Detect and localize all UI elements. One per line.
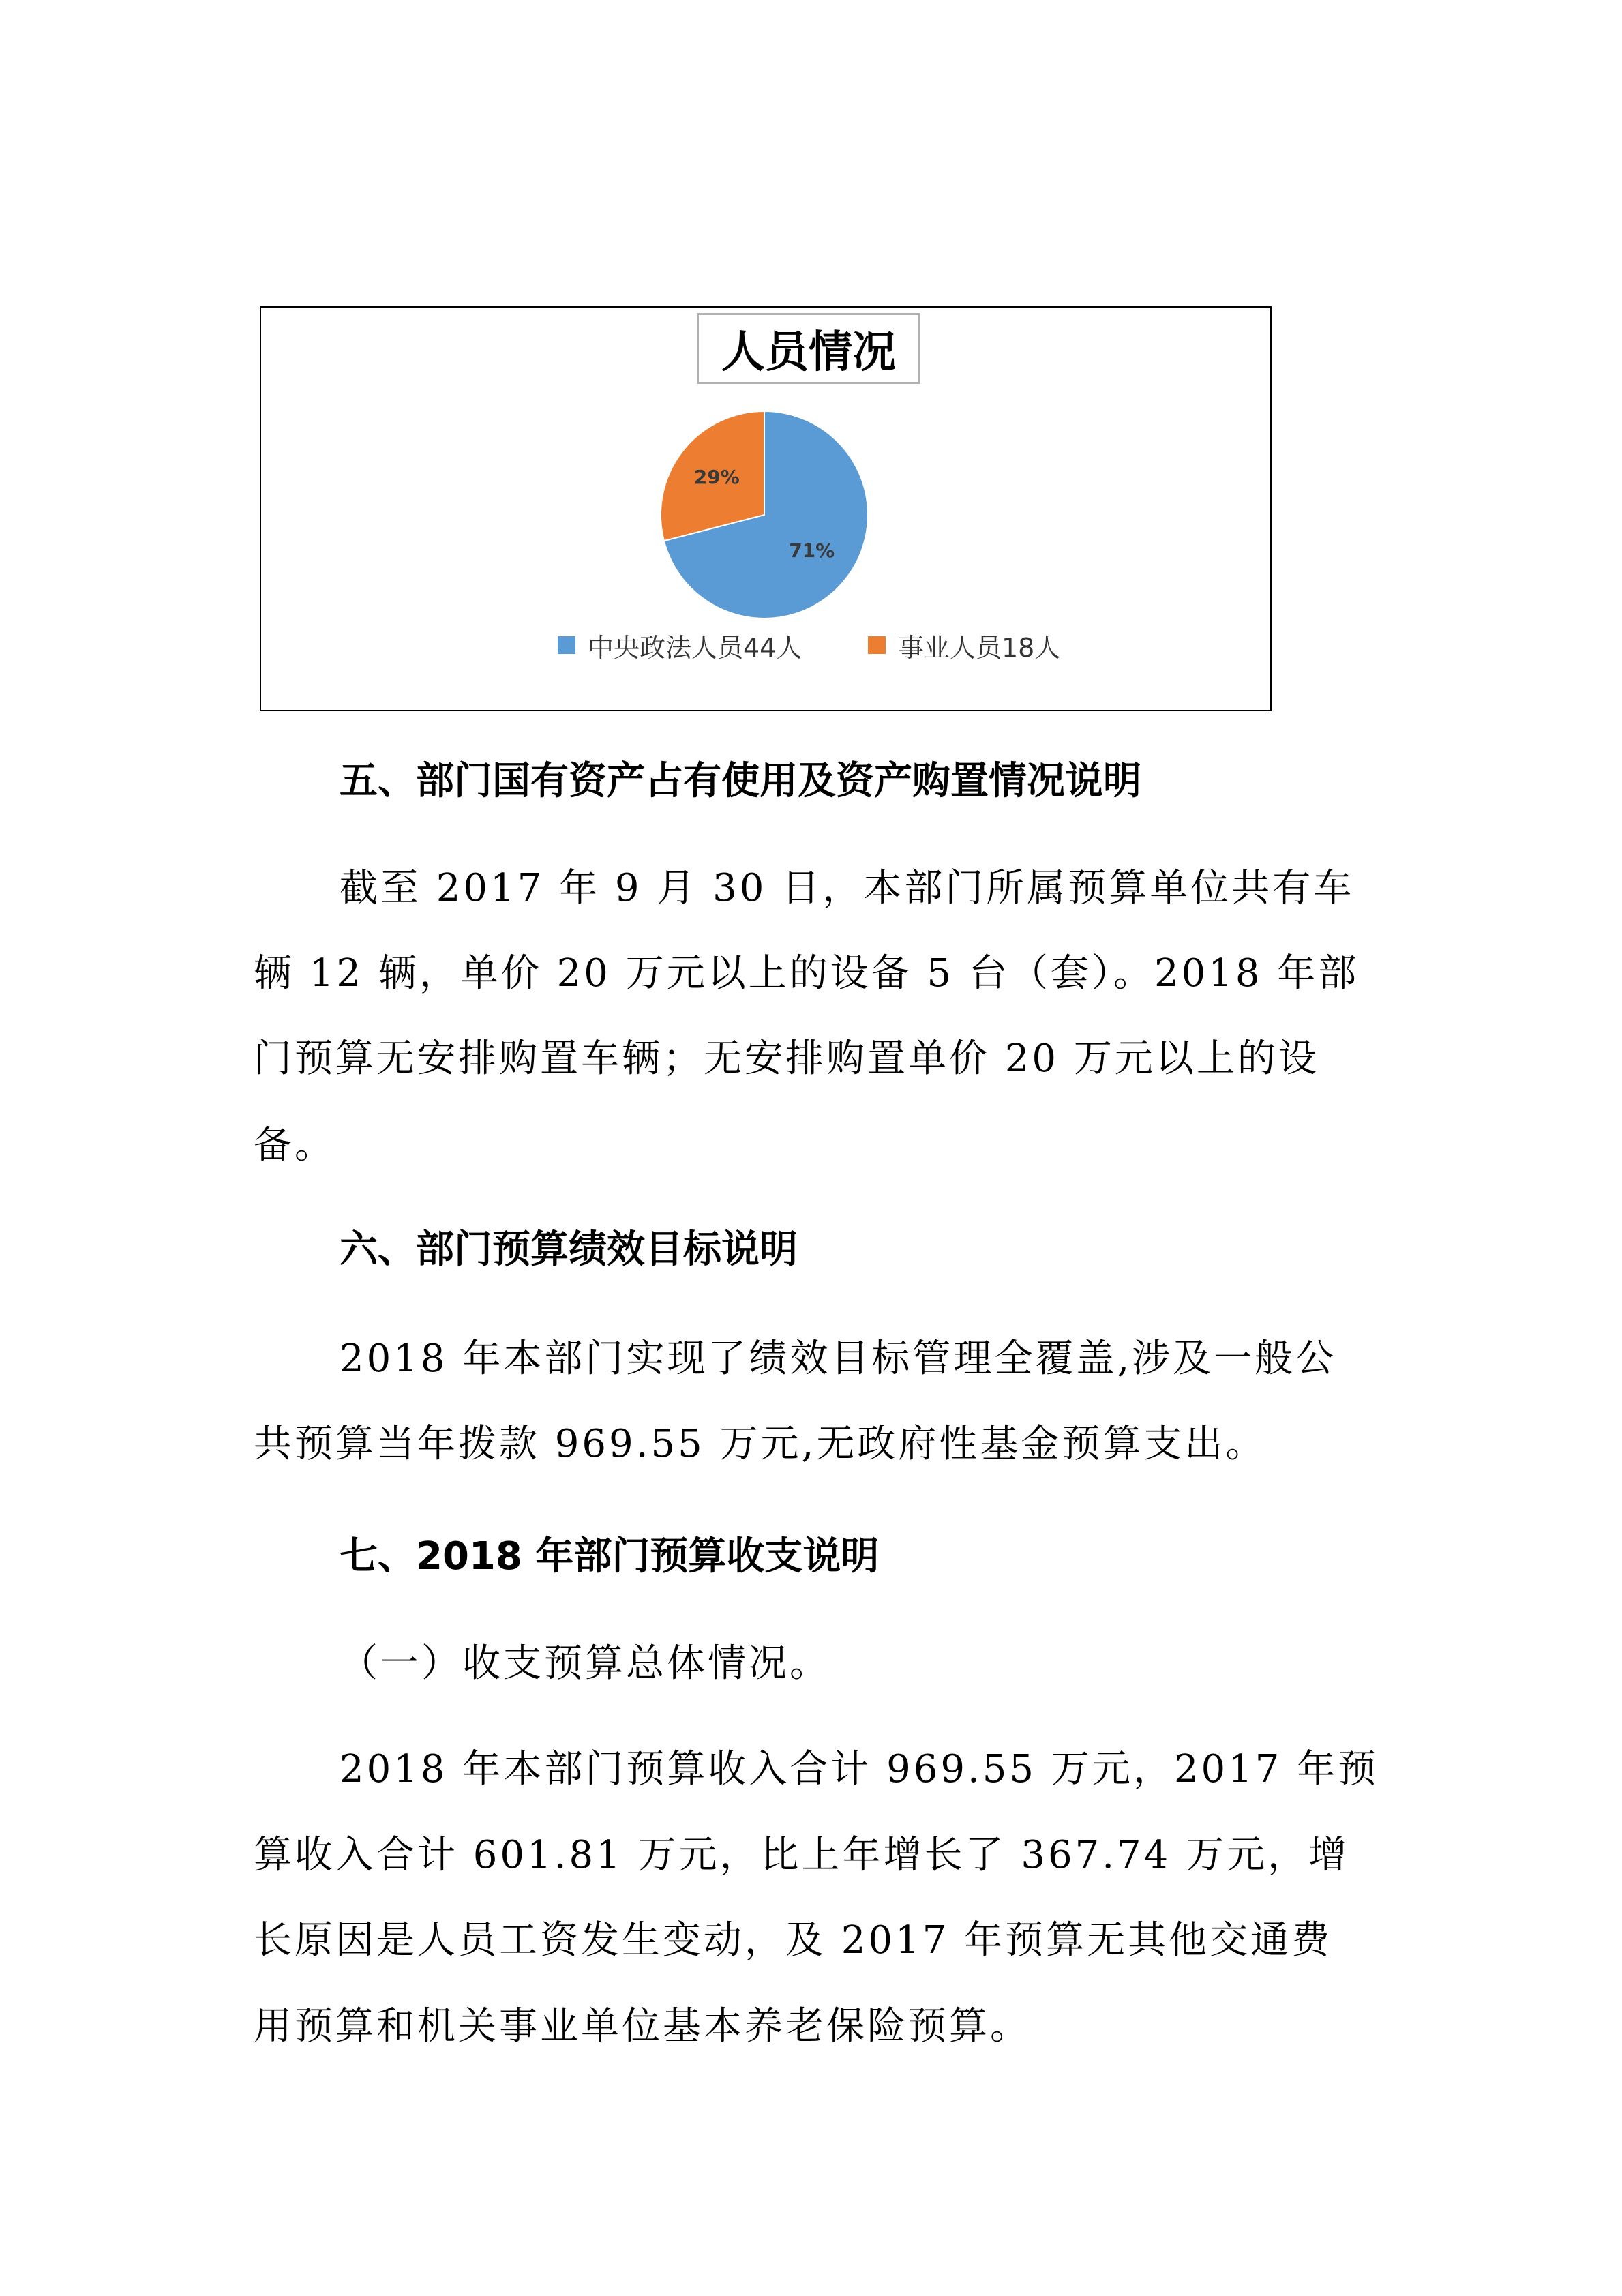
legend-item-institution [868,628,1060,662]
pie-data-label-0: 71% [789,539,835,562]
section5-heading: 五、部门国有资产占有使用及资产购置情况说明 [340,759,1141,803]
section7-line: 算收入合计 601.81 万元，比上年增长了 367.74 万元，增 [254,1833,1350,1877]
section6-line: 共预算当年拨款 969.55 万元,无政府性基金预算支出。 [254,1422,1267,1466]
pie-data-label-1: 29% [693,466,740,489]
legend-swatch-institution [868,636,886,654]
section6-line: 2018 年本部门实现了绩效目标管理全覆盖,涉及一般公 [340,1337,1337,1381]
section7-line: 长原因是人员工资发生变动，及 2017 年预算无其他交通费 [254,1918,1333,1963]
legend-item-central [558,628,802,662]
section7-heading: 七、2018 年部门预算收支说明 [340,1534,880,1579]
legend-label-central: 中央政法人员44人 [588,632,802,663]
section5-line: 辆 12 辆，单价 20 万元以上的设备 5 台（套）。2018 年部 [254,951,1360,996]
section5-line: 门预算无安排购置车辆；无安排购置单价 20 万元以上的设 [254,1037,1319,1081]
section7-line: 用预算和机关事业单位基本养老保险预算。 [254,2004,1031,2048]
personnel-chart [260,306,1272,711]
section7-line: 2018 年本部门预算收入合计 969.55 万元，2017 年预 [340,1747,1379,1791]
section5-line: 备。 [254,1123,335,1167]
legend-swatch-central [558,636,575,654]
legend-label-institution: 事业人员18人 [898,632,1061,663]
section5-line: 截至 2017 年 9 月 30 日，本部门所属预算单位共有车 [340,866,1355,910]
section6-heading: 六、部门预算绩效目标说明 [340,1227,798,1272]
section7-subheading: （一）收支预算总体情况。 [340,1641,830,1686]
chart-title: 人员情况 [697,313,920,384]
